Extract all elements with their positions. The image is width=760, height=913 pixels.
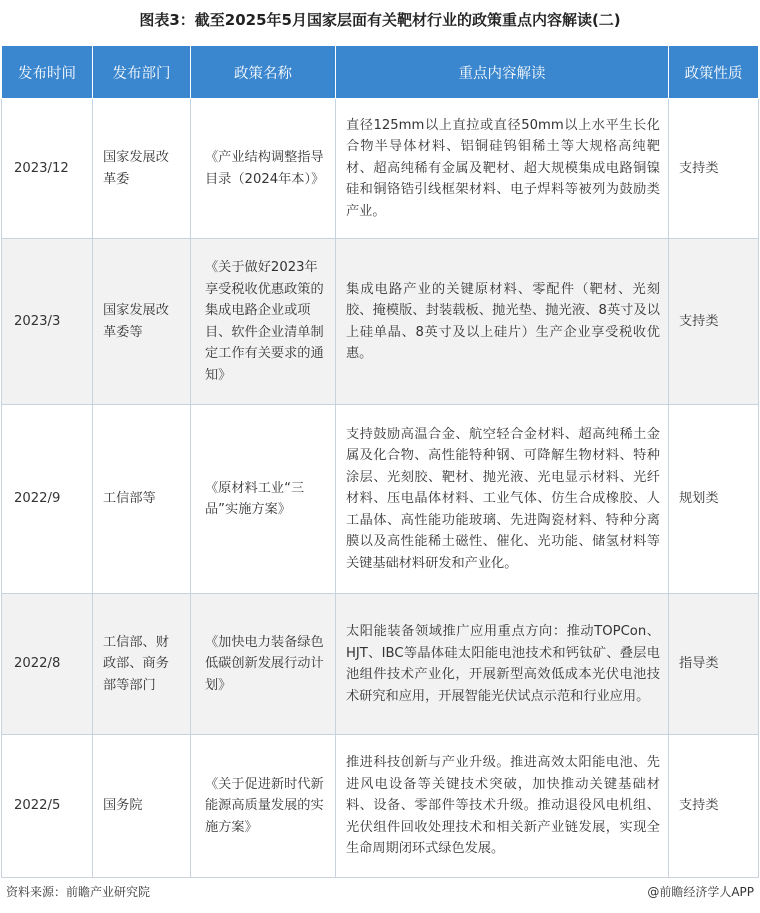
row-policy-nature: 指导类: [669, 594, 759, 735]
row-department: 工信部、财政部、商务部等部门: [93, 594, 191, 735]
row-key-content: 直径125mm以上直拉或直径50mm以上水平生长化合物半导体材料、铝铜硅钨钼稀土等大规格高纯靶材、超高纯稀有金属及靶材、超大规模集成电路铜镍硅和铜铬锆引线框架材料、电子焊料等被列为鼓励类产业。: [336, 99, 669, 239]
header-policy-name: 政策名称: [191, 46, 336, 99]
table-row: [2, 735, 759, 878]
row-policy-name: 《产业结构调整指导目录（2024年本）》: [191, 99, 336, 239]
row-policy-nature: 支持类: [669, 735, 759, 878]
row-key-content: 支持鼓励高温合金、航空轻合金材料、超高纯稀土金属及化合物、高性能特种钢、可降解生物材料、特种涂层、光刻胶、靶材、抛光液、光电显示材料、光纤材料、压电晶体材料、工业气体、仿生合成橡胶、人工晶体、高性能功能玻璃、先进陶瓷材料、特种分离膜以及高性能稀土磁性、催化、光功能、储氢材料等关键基础材料研发和产业化。: [336, 405, 669, 594]
row-key-content: 推进科技创新与产业升级。推进高效太阳能电池、先进风电设备等关键技术突破，加快推动关键基础材料、设备、零部件等技术升级。推动退役风电机组、光伏组件回收处理技术和相关新产业链发展，实现全生命周期闭环式绿色发展。: [336, 735, 669, 878]
row-policy-name: 《关于促进新时代新能源高质量发展的实施方案》: [191, 735, 336, 878]
figure-title: 图表3：截至2025年5月国家层面有关靶材行业的政策重点内容解读(二): [139, 11, 621, 29]
row-policy-name: 《原材料工业“三品”实施方案》: [191, 405, 336, 594]
table-row: [2, 594, 759, 735]
row-date: 2022/5: [2, 735, 93, 878]
table-row: [2, 99, 759, 239]
row-department: 国家发展改革委等: [93, 239, 191, 405]
table-row: [2, 405, 759, 594]
header-key-content: 重点内容解读: [336, 46, 669, 99]
row-department: 工信部等: [93, 405, 191, 594]
table-header-row: [2, 46, 759, 99]
header-policy-nature: 政策性质: [669, 46, 759, 99]
row-department: 国家发展改革委: [93, 99, 191, 239]
header-date: 发布时间: [2, 46, 93, 99]
row-date: 2023/12: [2, 99, 93, 239]
row-date: 2023/3: [2, 239, 93, 405]
row-policy-nature: 规划类: [669, 405, 759, 594]
header-department: 发布部门: [93, 46, 191, 99]
row-policy-nature: 支持类: [669, 239, 759, 405]
row-date: 2022/8: [2, 594, 93, 735]
row-policy-name: 《关于做好2023年享受税收优惠政策的集成电路企业或项目、软件企业清单制定工作有关要求的通知》: [191, 239, 336, 405]
row-date: 2022/9: [2, 405, 93, 594]
policy-table: [1, 45, 759, 878]
table-row: [2, 239, 759, 405]
source-note: 资料来源：前瞻产业研究院: [6, 885, 151, 899]
row-policy-nature: 支持类: [669, 99, 759, 239]
row-key-content: 太阳能装备领域推广应用重点方向：推动TOPCon、HJT、IBC等晶体硅太阳能电池技术和钙钛矿、叠层电池组件技术产业化，开展新型高效低成本光伏电池技术研究和应用，开展智能光伏试点示范和行业应用。: [336, 594, 669, 735]
row-key-content: 集成电路产业的关键原材料、零配件（靶材、光刻胶、掩模版、封装载板、抛光垫、抛光液、8英寸及以上硅单晶、8英寸及以上硅片）生产企业享受税收优惠。: [336, 239, 669, 405]
brand-credit: @前瞻经济学人APP: [647, 885, 754, 899]
row-policy-name: 《加快电力装备绿色低碳创新发展行动计划》: [191, 594, 336, 735]
row-department: 国务院: [93, 735, 191, 878]
